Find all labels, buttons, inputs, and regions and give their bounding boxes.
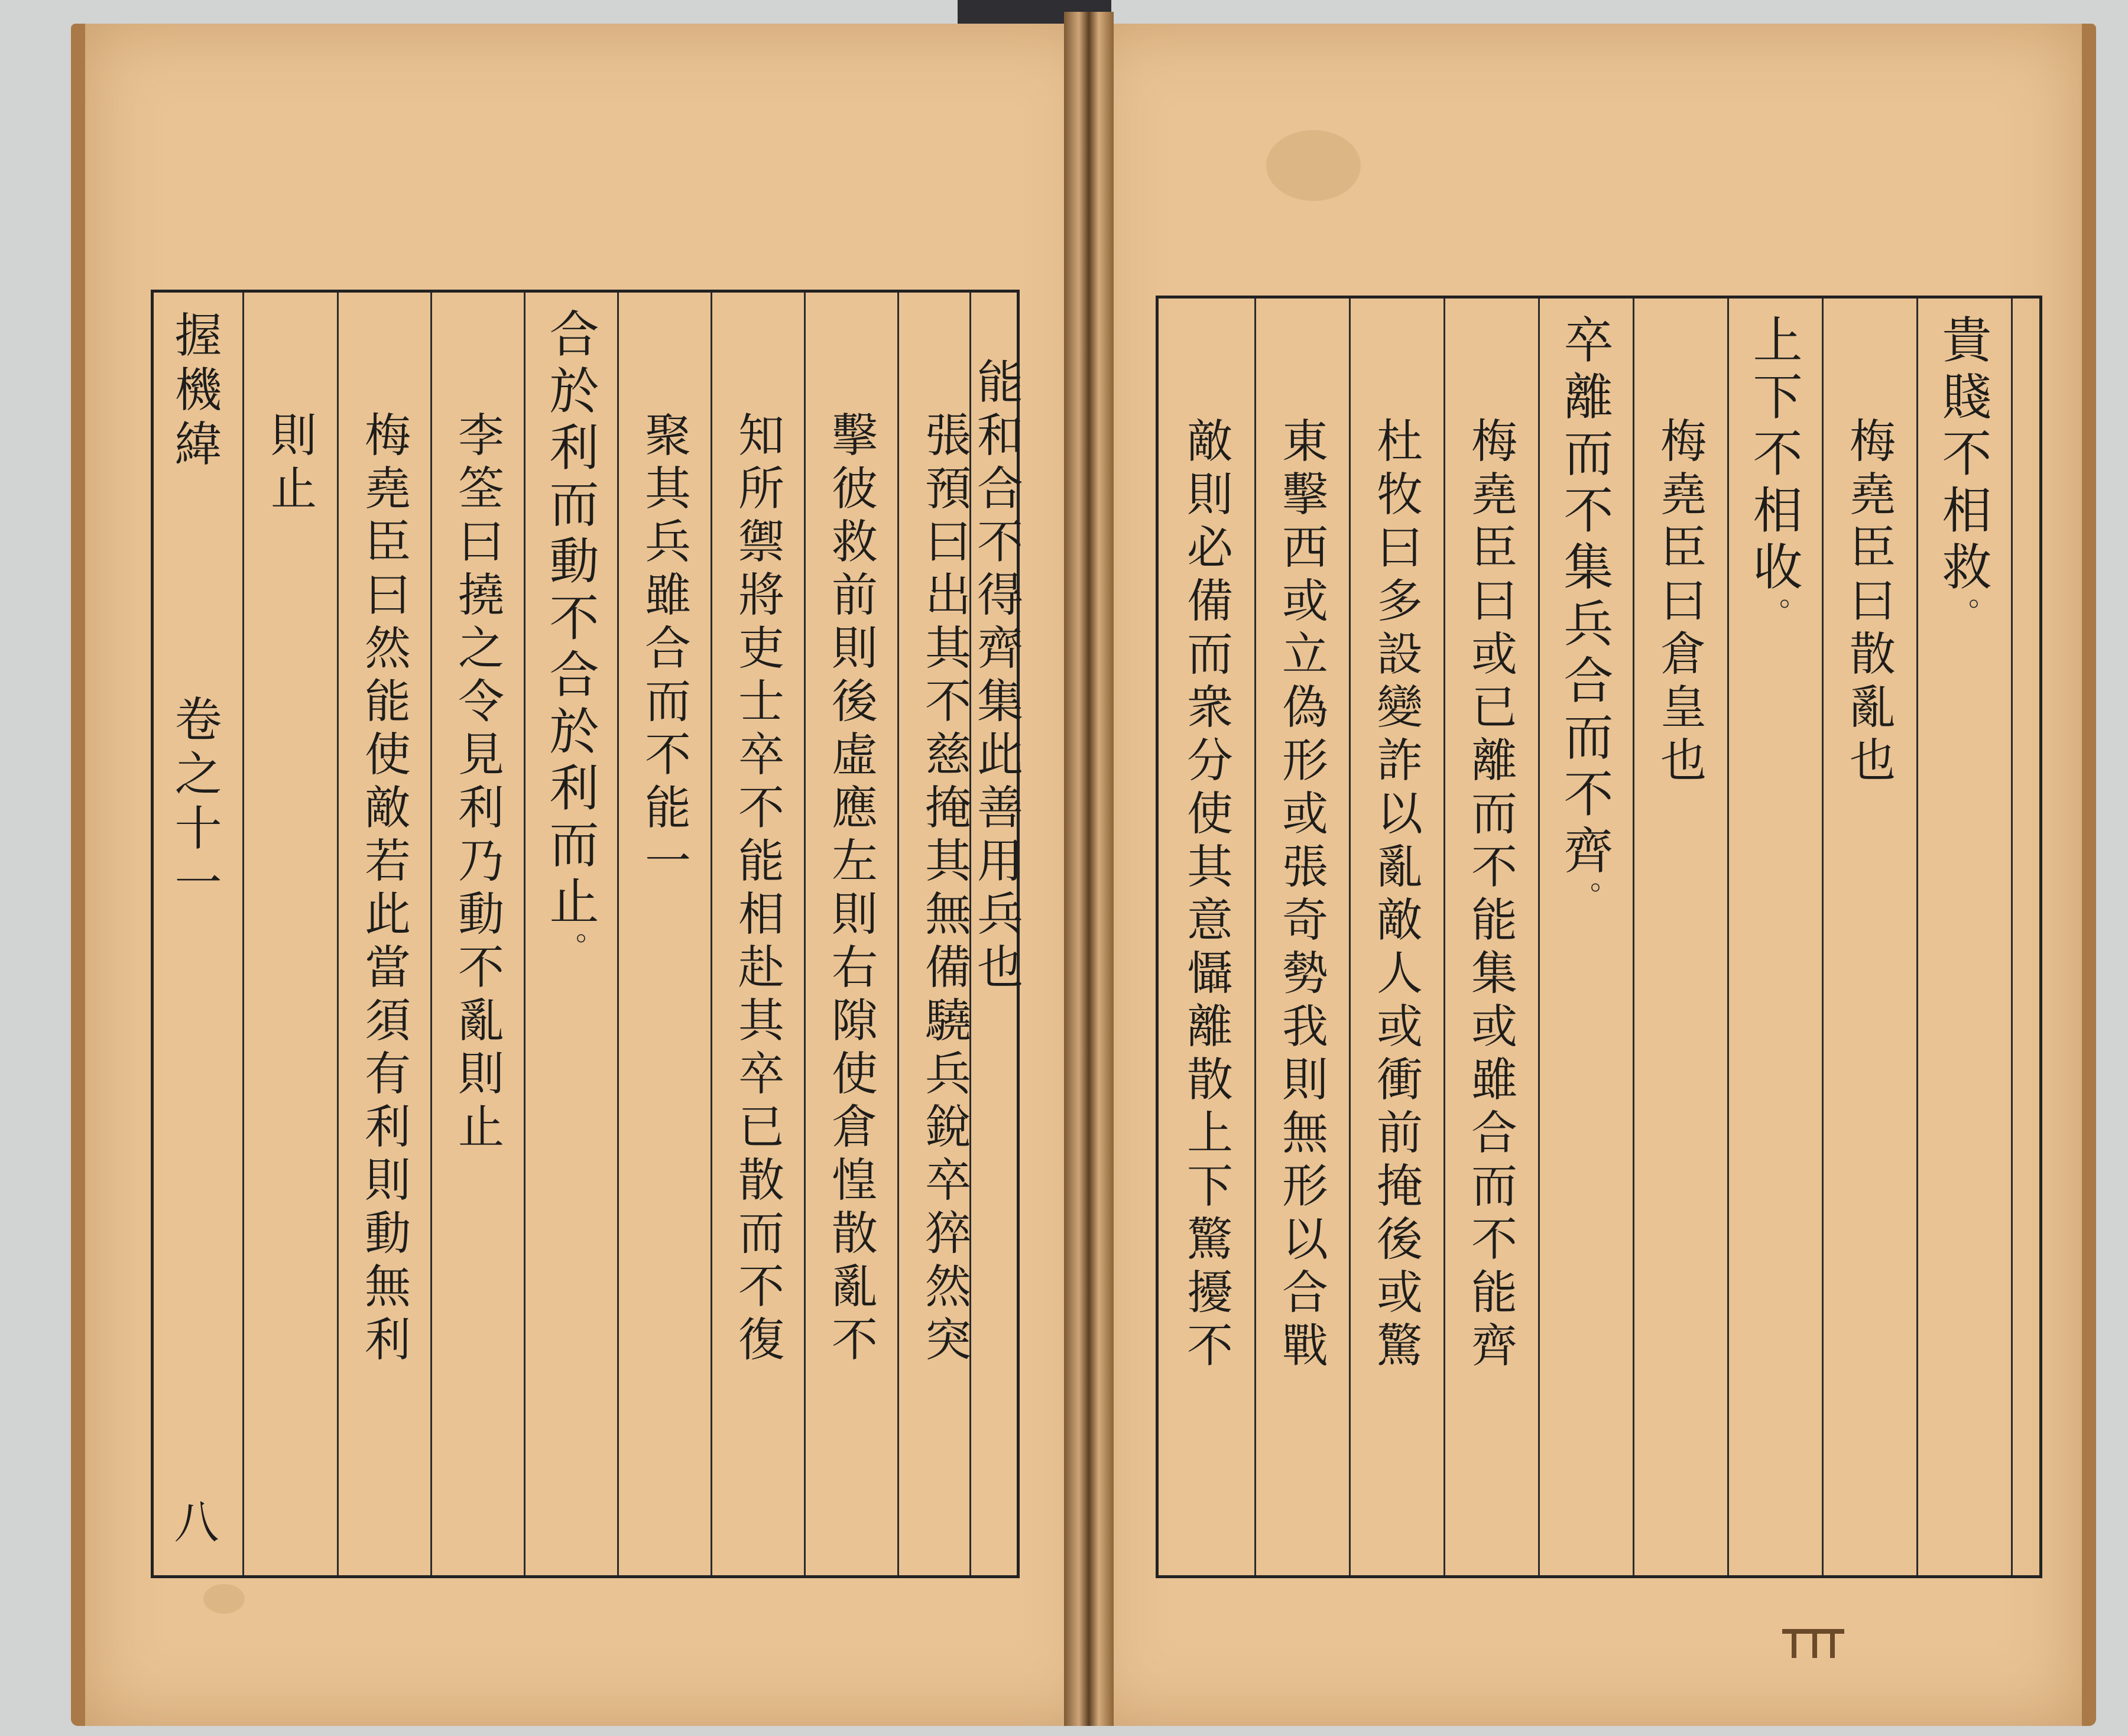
text-column xyxy=(713,298,802,1569)
text-column xyxy=(1635,304,1724,1569)
commentary-text: 則止 xyxy=(263,411,316,517)
column-rule xyxy=(711,293,712,1575)
page-number: 八 xyxy=(167,1498,219,1550)
main-text: 上下不相收。 xyxy=(1745,314,1803,634)
commentary-text: 梅堯臣曰倉皇也 xyxy=(1653,417,1706,789)
main-text: 卒離而不集兵合而不齊。 xyxy=(1556,314,1614,918)
column-rule xyxy=(804,293,806,1575)
text-column xyxy=(1730,304,1818,1569)
column-rule xyxy=(2011,298,2013,1575)
column-rule xyxy=(1727,298,1729,1575)
bottom-mark-icon xyxy=(1773,1620,1856,1667)
column-rule xyxy=(897,293,899,1575)
paper-stain xyxy=(203,1584,245,1614)
column-rule xyxy=(1443,298,1445,1575)
margin-spine xyxy=(154,298,242,1569)
column-rule xyxy=(524,293,525,1575)
main-text: 貴賤不相救。 xyxy=(1934,314,1992,634)
text-column xyxy=(1257,304,1345,1569)
commentary-text: 張預曰出其不慈掩其無備驍兵銳卒猝然突 xyxy=(917,411,971,1368)
column-rule xyxy=(1254,298,1256,1575)
commentary-text: 梅堯臣曰或已離而不能集或雖合而不能齊 xyxy=(1464,417,1517,1374)
column-rule xyxy=(337,293,339,1575)
commentary-text: 梅堯臣曰散亂也 xyxy=(1842,417,1895,789)
column-rule xyxy=(1349,298,1351,1575)
text-column xyxy=(1540,304,1629,1569)
text-column xyxy=(806,298,895,1569)
paper-stain xyxy=(1266,130,1361,201)
text-column xyxy=(1162,304,1250,1569)
right-text-frame xyxy=(1156,296,2042,1578)
text-column xyxy=(245,298,334,1569)
book-title: 握機緯 xyxy=(167,310,222,473)
commentary-text: 梅堯臣曰然能使敵若此當須有利則動無利 xyxy=(357,411,410,1368)
column-rule xyxy=(617,293,619,1575)
book-gutter xyxy=(1064,12,1114,1726)
commentary-text: 擊彼救前則後虛應左則右隙使倉惶散亂不 xyxy=(824,411,877,1368)
commentary-text: 知所禦將吏士卒不能相赴其卒已散而不復 xyxy=(731,411,784,1368)
text-column xyxy=(619,298,708,1569)
column-rule xyxy=(1822,298,1824,1575)
text-column xyxy=(1351,304,1440,1569)
main-text: 合於利而動不合於利而止。 xyxy=(541,308,599,969)
commentary-text: 聚其兵雖合而不能一 xyxy=(637,411,690,890)
text-column xyxy=(1446,304,1535,1569)
column-rule xyxy=(430,293,432,1575)
commentary-text: 敵則必備而衆分使其意懾離散上下驚擾不 xyxy=(1179,417,1232,1374)
text-column xyxy=(526,298,615,1569)
commentary-text: 李筌曰撓之令見利乃動不亂則止 xyxy=(450,411,504,1156)
text-column xyxy=(339,298,428,1569)
volume-label: 卷之十一 xyxy=(167,695,222,912)
commentary-text: 東擊西或立偽形或張奇勢我則無形以合戰 xyxy=(1274,417,1328,1374)
text-column xyxy=(952,298,1040,1569)
text-column xyxy=(1919,304,2007,1569)
text-column xyxy=(1824,304,1913,1569)
left-text-frame xyxy=(151,290,1023,1578)
column-rule xyxy=(1633,298,1634,1575)
column-rule xyxy=(1538,298,1540,1575)
commentary-text: 杜牧曰多設變詐以亂敵人或衝前掩後或驚 xyxy=(1369,417,1422,1374)
column-rule xyxy=(242,293,244,1575)
commentary-text: 能和合不得齊集此善用兵也 xyxy=(969,358,1023,996)
text-column xyxy=(433,298,521,1569)
column-rule xyxy=(1916,298,1918,1575)
